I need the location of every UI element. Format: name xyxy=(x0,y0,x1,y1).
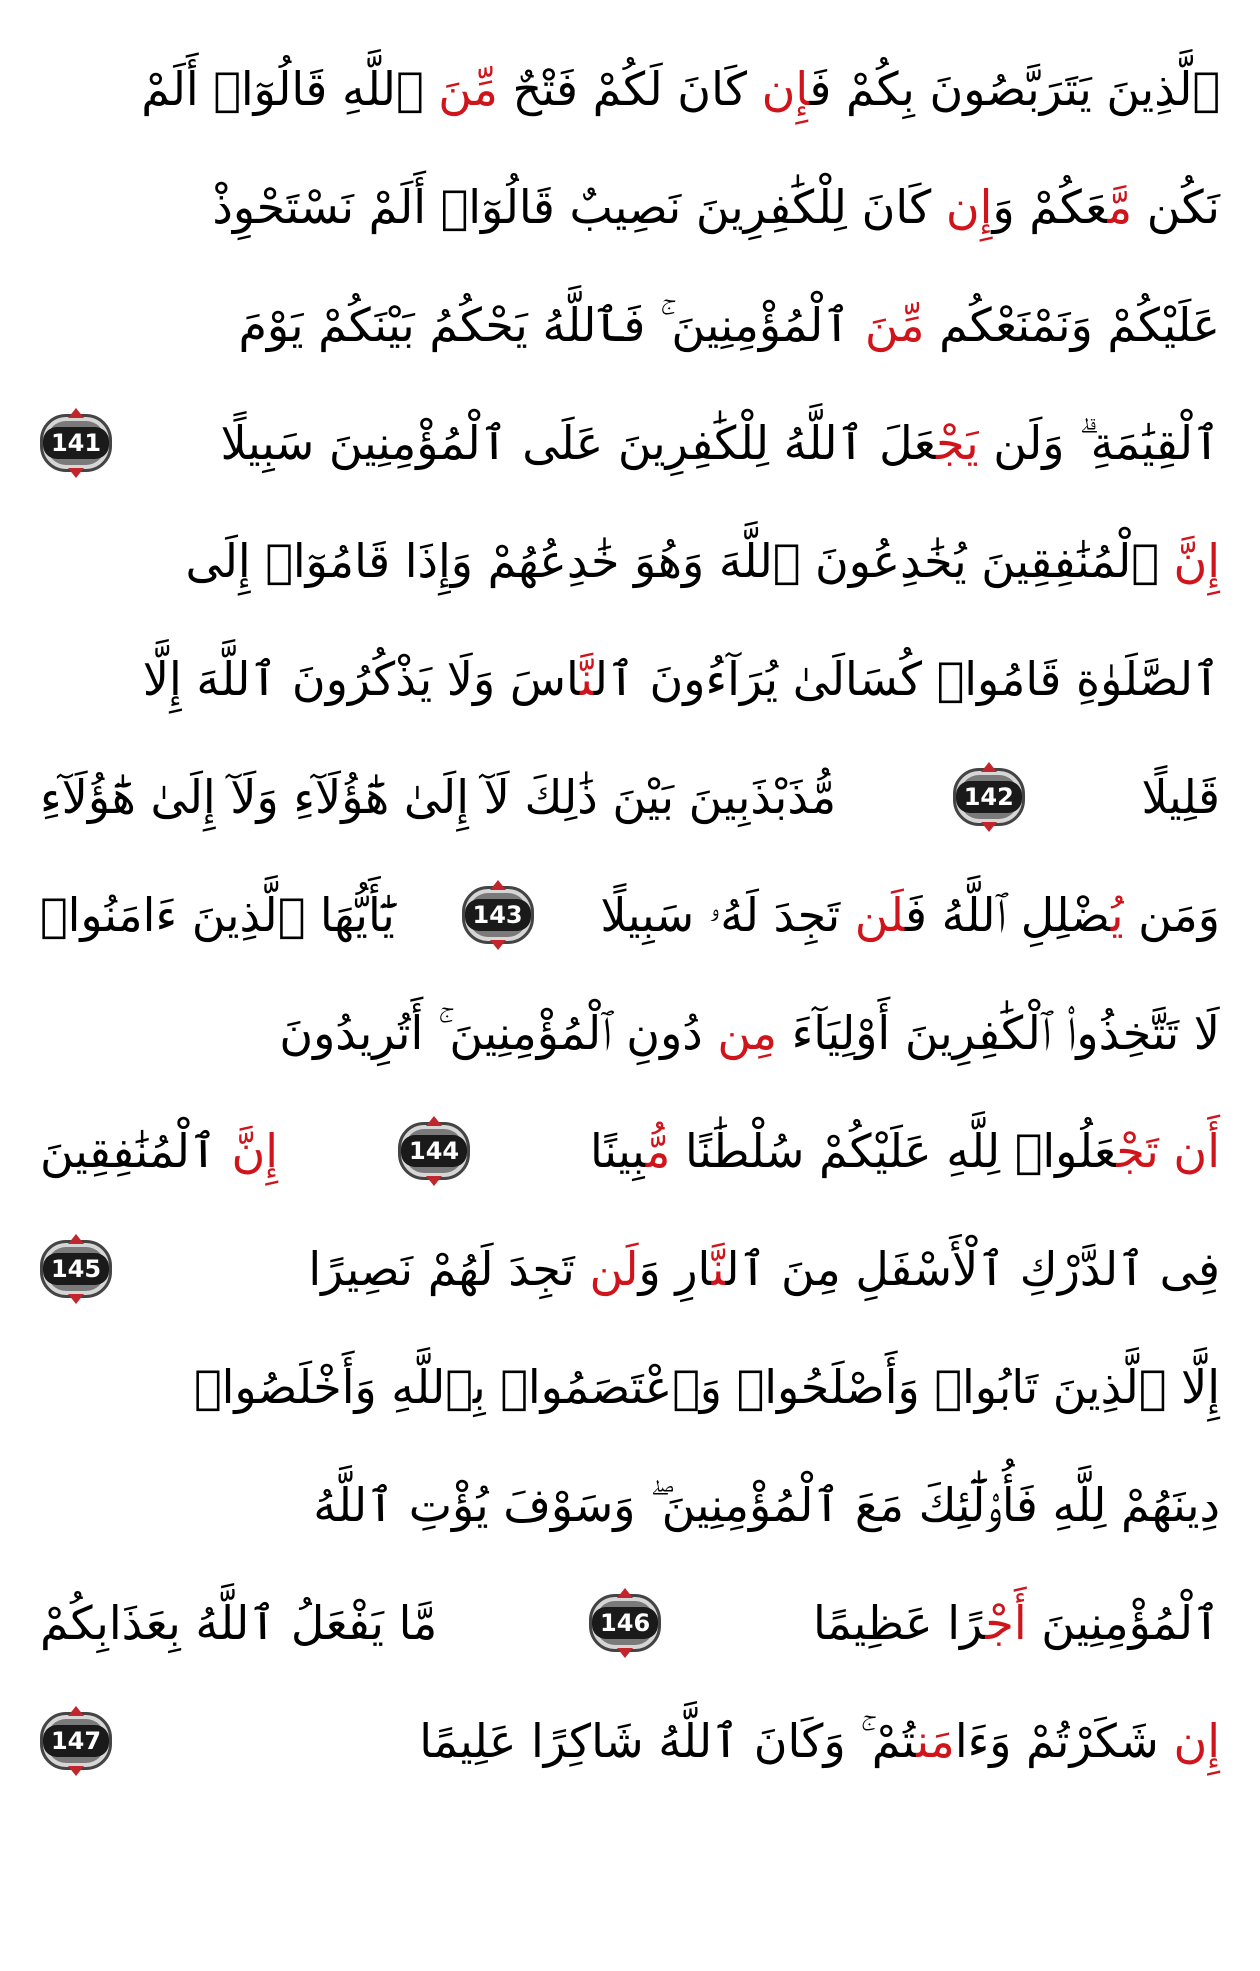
text-line xyxy=(40,1682,1220,1800)
text-segment: كَانَ لَكُمْ فَتْحٌ xyxy=(497,62,762,116)
verse-text xyxy=(40,738,836,856)
text-segment: تُمْ ۚ وَكَانَ ٱللَّهُ شَاكِرًا عَلِيمًا xyxy=(419,1714,917,1768)
tajweed-highlight: مِّنَ xyxy=(438,62,498,116)
ayah-number: 143 xyxy=(465,899,531,931)
text-line xyxy=(40,1092,1220,1210)
verse-text xyxy=(1141,738,1220,856)
verse-text xyxy=(40,1564,437,1682)
text-line xyxy=(40,502,1220,620)
ayah-number-marker xyxy=(40,1240,112,1298)
text-segment: ٱلْمُنَٰفِقِينَ xyxy=(40,1124,232,1178)
text-segment: قَلِيلًا xyxy=(1141,770,1220,824)
text-line xyxy=(40,266,1220,384)
tajweed-highlight: لَن xyxy=(589,1242,639,1296)
verse-text xyxy=(308,1210,1220,1328)
text-line xyxy=(40,738,1220,856)
text-segment: فِى ٱلدَّرْكِ ٱلْأَسْفَلِ مِنَ ٱل xyxy=(725,1242,1220,1296)
text-segment: اسَ وَلَا يَذْكُرُونَ ٱللَّهَ إِلَّا xyxy=(142,652,580,706)
tajweed-highlight: مُّ xyxy=(645,1124,671,1178)
ayah-number: 141 xyxy=(43,427,109,459)
verse-text xyxy=(141,30,1220,148)
text-segment: دِينَهُمْ لِلَّهِ فَأُو۟لَٰٓئِكَ مَعَ ٱلْمُؤْمِنِينَ ۖ وَسَوْفَ يُؤْتِ ٱللَّهُ xyxy=(313,1478,1220,1532)
text-segment: ٱلْمُؤْمِنِينَ xyxy=(1026,1596,1220,1650)
text-segment: عَلَيْكُمْ وَنَمْنَعْكُم xyxy=(924,298,1220,352)
text-segment: بِينًا xyxy=(590,1124,646,1178)
verse-text xyxy=(212,148,1220,266)
ayah-number: 145 xyxy=(43,1253,109,1285)
tajweed-highlight: أَجْ xyxy=(985,1596,1027,1650)
mushaf-page xyxy=(40,30,1220,1941)
tajweed-highlight: إِنَّ xyxy=(231,1124,279,1178)
tajweed-highlight: لَن xyxy=(854,888,906,942)
verse-text xyxy=(40,1092,278,1210)
text-segment: مُّذَبْذَبِينَ بَيْنَ ذَٰلِكَ لَآ إِلَىٰ هَٰٓؤُلَآءِ وَلَآ إِلَىٰ هَٰٓؤُلَآءِ xyxy=(40,770,837,824)
text-line xyxy=(40,30,1220,148)
text-line xyxy=(40,974,1220,1092)
verse-text xyxy=(40,856,395,974)
verse-text xyxy=(600,856,1220,974)
tajweed-highlight: إِن xyxy=(1173,1714,1220,1768)
text-segment: عَلَ ٱللَّهُ لِلْكَٰفِرِينَ عَلَى ٱلْمُؤْمِنِينَ سَبِيلًا xyxy=(220,416,937,470)
text-segment: ٱلْمُؤْمِنِينَ ۚ فَٱللَّهُ يَحْكُمُ بَيْنَكُمْ يَوْمَ xyxy=(238,298,865,352)
text-segment: نَكُن xyxy=(1132,180,1220,234)
ayah-number: 147 xyxy=(43,1725,109,1757)
ayah-number: 142 xyxy=(956,781,1022,813)
text-segment: ٱلْمُنَٰفِقِينَ يُخَٰدِعُونَ ٱللَّهَ وَهُوَ خَٰدِعُهُمْ وَإِذَا قَامُوٓا۟ إِلَى xyxy=(185,534,1174,588)
verse-text xyxy=(279,974,1220,1092)
ayah-number: 146 xyxy=(592,1607,658,1639)
tajweed-highlight: نَّ xyxy=(580,652,594,706)
tajweed-highlight: إِن xyxy=(945,180,993,234)
text-segment: ٱلصَّلَوٰةِ قَامُوا۟ كُسَالَىٰ يُرَآءُونَ ٱل xyxy=(593,652,1220,706)
tajweed-highlight: مَن xyxy=(916,1714,955,1768)
ayah-number-marker xyxy=(40,414,112,472)
verse-text xyxy=(590,1092,1220,1210)
tajweed-highlight: أَن تَجْ xyxy=(1116,1124,1220,1178)
verse-text xyxy=(220,384,1220,502)
text-line xyxy=(40,1328,1220,1446)
text-segment: رًا عَظِيمًا xyxy=(812,1596,986,1650)
text-segment: شَكَرْتُمْ وَءَا xyxy=(954,1714,1174,1768)
text-line xyxy=(40,148,1220,266)
verse-text xyxy=(813,1564,1220,1682)
tajweed-highlight: يَجْ xyxy=(936,416,979,470)
text-line xyxy=(40,384,1220,502)
text-segment: عَلُوا۟ لِلَّهِ عَلَيْكُمْ سُلْطَٰنًا xyxy=(670,1124,1117,1178)
text-segment: مَّا يَفْعَلُ ٱللَّهُ بِعَذَابِكُمْ xyxy=(40,1596,438,1650)
text-line xyxy=(40,1564,1220,1682)
verse-text xyxy=(313,1446,1220,1564)
text-segment: وَمَن xyxy=(1123,888,1220,942)
ayah-number-marker xyxy=(398,1122,470,1180)
text-segment: تَجِدَ لَهُۥ سَبِيلًا xyxy=(600,888,855,942)
tajweed-highlight: نَّ xyxy=(711,1242,726,1296)
text-segment: كَانَ لِلْكَٰفِرِينَ نَصِيبٌ قَالُوٓا۟ أَلَمْ نَسْتَحْوِذْ xyxy=(212,180,946,234)
text-segment: ٱللَّهِ قَالُوٓا۟ أَلَمْ xyxy=(141,62,439,116)
ayah-number-marker xyxy=(462,886,534,944)
text-line xyxy=(40,1446,1220,1564)
tajweed-highlight: مِن xyxy=(717,1006,778,1060)
tajweed-highlight: مَّ xyxy=(1107,180,1133,234)
tajweed-highlight: مِّنَ xyxy=(864,298,925,352)
verse-text xyxy=(419,1682,1220,1800)
text-line xyxy=(40,856,1220,974)
text-segment: ارِ وَ xyxy=(638,1242,712,1296)
ayah-number: 144 xyxy=(401,1135,467,1167)
tajweed-highlight: إِن xyxy=(761,62,810,116)
text-segment: ضْلِلِ ٱللَّهُ فَ xyxy=(905,888,1111,942)
tajweed-highlight: يُ xyxy=(1110,888,1124,942)
text-segment: دُونِ ٱلْمُؤْمِنِينَ ۚ أَتُرِيدُونَ xyxy=(279,1006,718,1060)
ayah-number-marker xyxy=(589,1594,661,1652)
text-line xyxy=(40,620,1220,738)
text-segment: لَا تَتَّخِذُوا۟ ٱلْكَٰفِرِينَ أَوْلِيَآءَ xyxy=(777,1006,1220,1060)
text-segment: إِلَّا ٱلَّذِينَ تَابُوا۟ وَأَصْلَحُوا۟ وَٱعْتَصَمُوا۟ بِٱللَّهِ وَأَخْلَصُوا۟ xyxy=(193,1360,1220,1414)
text-segment: عَكُمْ وَ xyxy=(992,180,1108,234)
verse-text xyxy=(238,266,1220,384)
tajweed-highlight: إِنَّ xyxy=(1173,534,1220,588)
ayah-number-marker xyxy=(953,768,1025,826)
text-line xyxy=(40,1210,1220,1328)
verse-text xyxy=(186,502,1220,620)
text-segment: ٱلَّذِينَ يَتَرَبَّصُونَ بِكُمْ فَ xyxy=(809,62,1220,116)
text-segment: تَجِدَ لَهُمْ نَصِيرًا xyxy=(308,1242,590,1296)
verse-text xyxy=(143,620,1220,738)
verse-text xyxy=(194,1328,1220,1446)
ayah-number-marker xyxy=(40,1712,112,1770)
text-segment: يَٰٓأَيُّهَا ٱلَّذِينَ ءَامَنُوا۟ xyxy=(40,888,395,942)
text-segment: ٱلْقِيَٰمَةِ ۗ وَلَن xyxy=(978,416,1220,470)
